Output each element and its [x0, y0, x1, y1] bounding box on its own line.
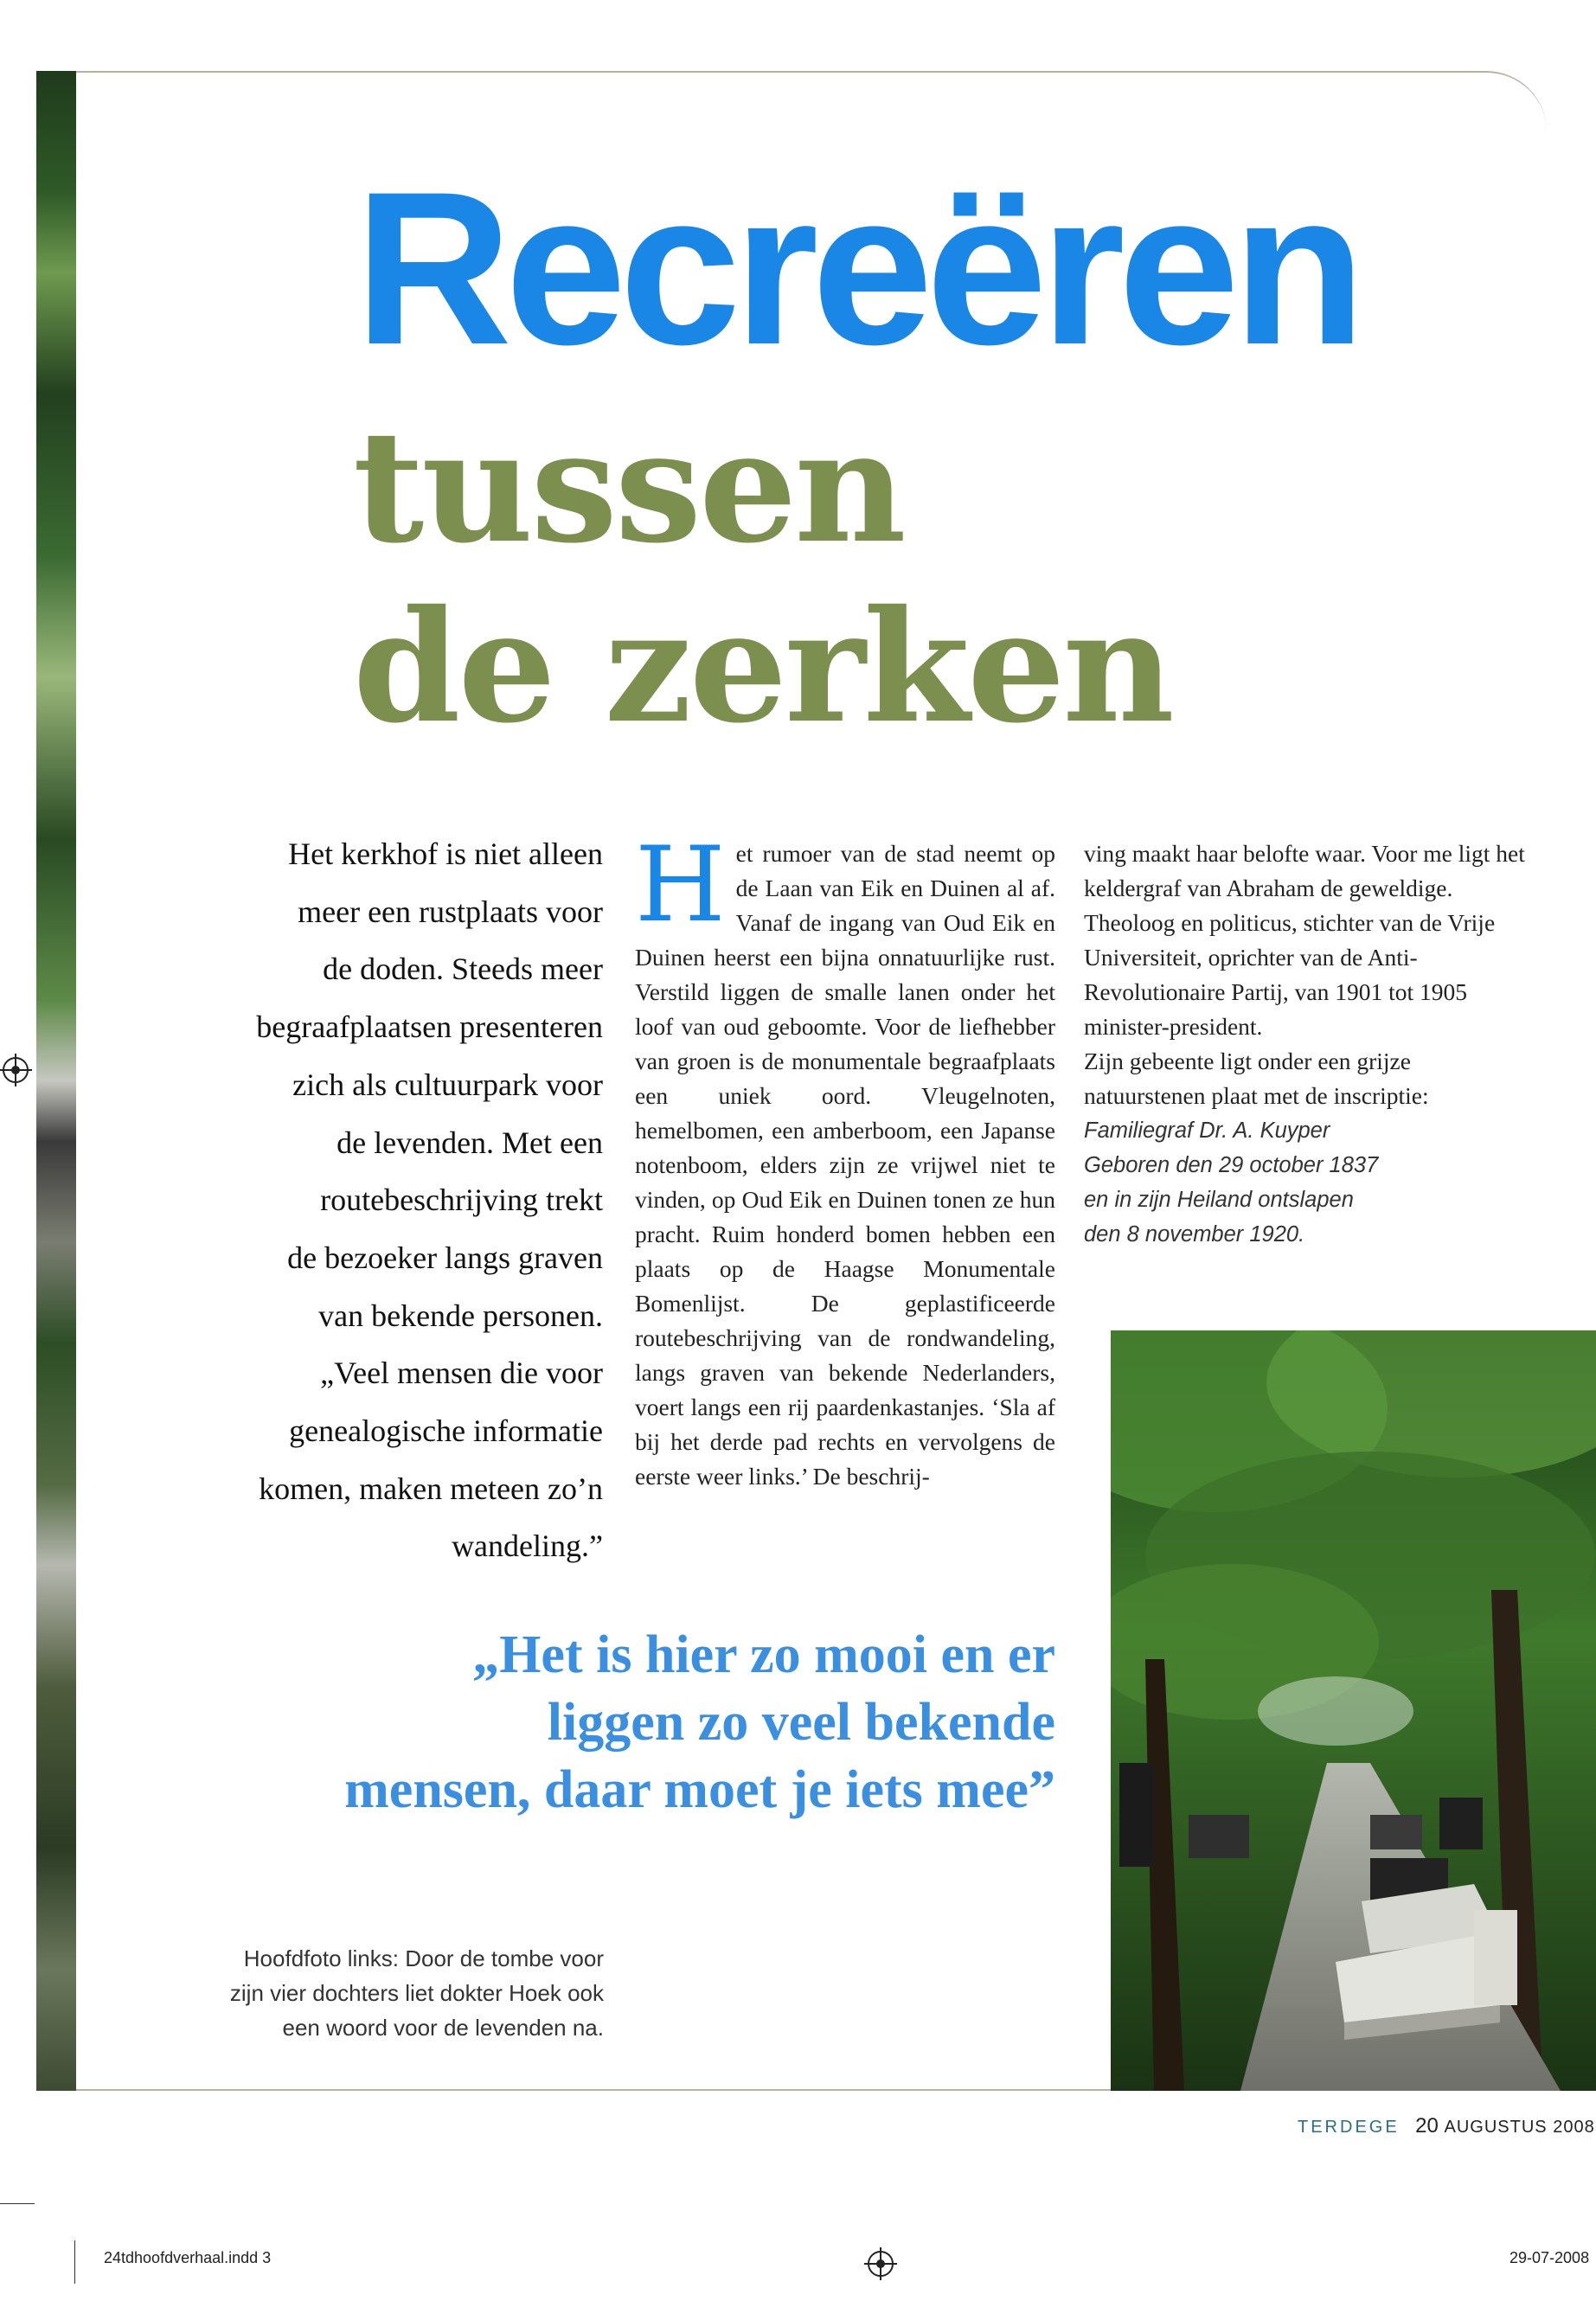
cemetery-photo-illustration [1111, 1330, 1596, 2091]
body-paragraph: ving maakt haar belofte waar. Voor me ligt het keldergraf van Abraham de geweldige. Theoloog en politicus, stichter van de Vrije Universiteit, oprichter van de Anti-Revolutionaire Partij, van 1901 tot 1905 minister-president. [1084, 840, 1525, 1040]
page-footer [1298, 2114, 1595, 2138]
pull-quote-line: liggen zo veel bekende [547, 1693, 1055, 1752]
inscription-line: en in zijn Heiland ontslapen [1084, 1188, 1354, 1212]
intro-line: zich als cultuurpark voor [292, 1067, 603, 1102]
slug-filename: 24tdhoofdverhaal.indd 3 [104, 2249, 272, 2266]
inscription-line: Geboren den 29 october 1837 [1084, 1153, 1379, 1177]
intro-line: de levenden. Met een [337, 1125, 603, 1160]
inscription-line: Familiegraf Dr. A. Kuyper [1084, 1118, 1330, 1143]
body-paragraph: et rumoer van de stad neemt op de Laan van Eik en Duinen al af. Vanaf de ingang van Oud Eik en Duinen heerst een bijna onnatuurlijke rust. Verstild liggen de smalle lanen onder het loof van oud geboomte. Voor de liefhebber van groen is de monumentale begraafplaats een uniek oord. Vleugelnoten, hemelbomen, een amberboom, een Japanse notenboom, elders zijn ze vrijwel niet te vinden, op Oud Eik en Duinen tonen ze hun pracht. Ruim honderd bomen hebben een plaats op de Haagse Monumentale Bomenlijst. De geplastificeerde routebeschrijving van de rondwandeling, langs graven van bekende Nederlanders, voert langs een rij paardenkastanjes. ‘Sla af bij het derde pad rechts en vervolgens de eerste weer links.’ De beschrij- [635, 840, 1055, 1490]
intro-line: meer een rustplaats voor [298, 894, 603, 929]
headline-line-de-zerken: de zerken [353, 576, 1172, 757]
caption-line: Hoofdfoto links: Door de tombe voor [243, 1945, 604, 1971]
caption-line: zijn vier dochters liet dokter Hoek ook [229, 1980, 604, 2006]
intro-line: de doden. Steeds meer [323, 952, 603, 987]
intro-line: komen, maken meteen zo’n [259, 1471, 603, 1506]
drop-cap: H [635, 825, 726, 945]
left-edge-photo-strip [36, 71, 76, 2091]
issue-day: 20 [1415, 2114, 1439, 2138]
intro-line: Het kerkhof is niet alleen [288, 836, 603, 871]
headline-line-recreeren: Recreëren [355, 147, 1359, 390]
body-column-2 [1084, 836, 1534, 1252]
headline-line-tussen: tussen [353, 396, 904, 577]
crop-mark [0, 2203, 35, 2204]
intro-line: begraafplaatsen presenteren [256, 1009, 603, 1045]
intro-line: de bezoeker langs graven [287, 1240, 603, 1275]
pull-quote-line: „Het is hier zo mooi en er [472, 1625, 1055, 1684]
issue-month-year: AUGUSTUS 2008 [1444, 2118, 1595, 2137]
registration-mark-icon [3, 1057, 29, 1083]
intro-line: genealogische informatie [289, 1413, 603, 1449]
registration-mark-icon [868, 2251, 894, 2277]
intro-line: „Veel mensen die voor [320, 1356, 603, 1391]
pull-quote [173, 1621, 1055, 1823]
caption-line: een woord voor de levenden na. [282, 2015, 604, 2041]
body-column-1 [635, 825, 1055, 1494]
slug-date: 29-07-2008 [1509, 2249, 1590, 2266]
inscription-line: den 8 november 1920. [1084, 1222, 1305, 1247]
intro-line: routebeschrijving trekt [320, 1183, 603, 1218]
cemetery-path-photo [1111, 1330, 1596, 2091]
issue-date [1415, 2114, 1595, 2138]
magazine-name: TERDEGE [1298, 2118, 1400, 2137]
intro-lead [160, 825, 603, 1575]
body-paragraph: Zijn gebeente ligt onder een grijze natuurstenen plaat met de inscriptie: [1084, 1048, 1429, 1109]
pull-quote-line: mensen, daar moet je iets mee” [344, 1760, 1055, 1819]
photo-caption [164, 1941, 604, 2045]
intro-line: wandeling.” [452, 1529, 603, 1564]
crop-mark [74, 2240, 75, 2284]
intro-line: van bekende personen. [318, 1298, 603, 1333]
